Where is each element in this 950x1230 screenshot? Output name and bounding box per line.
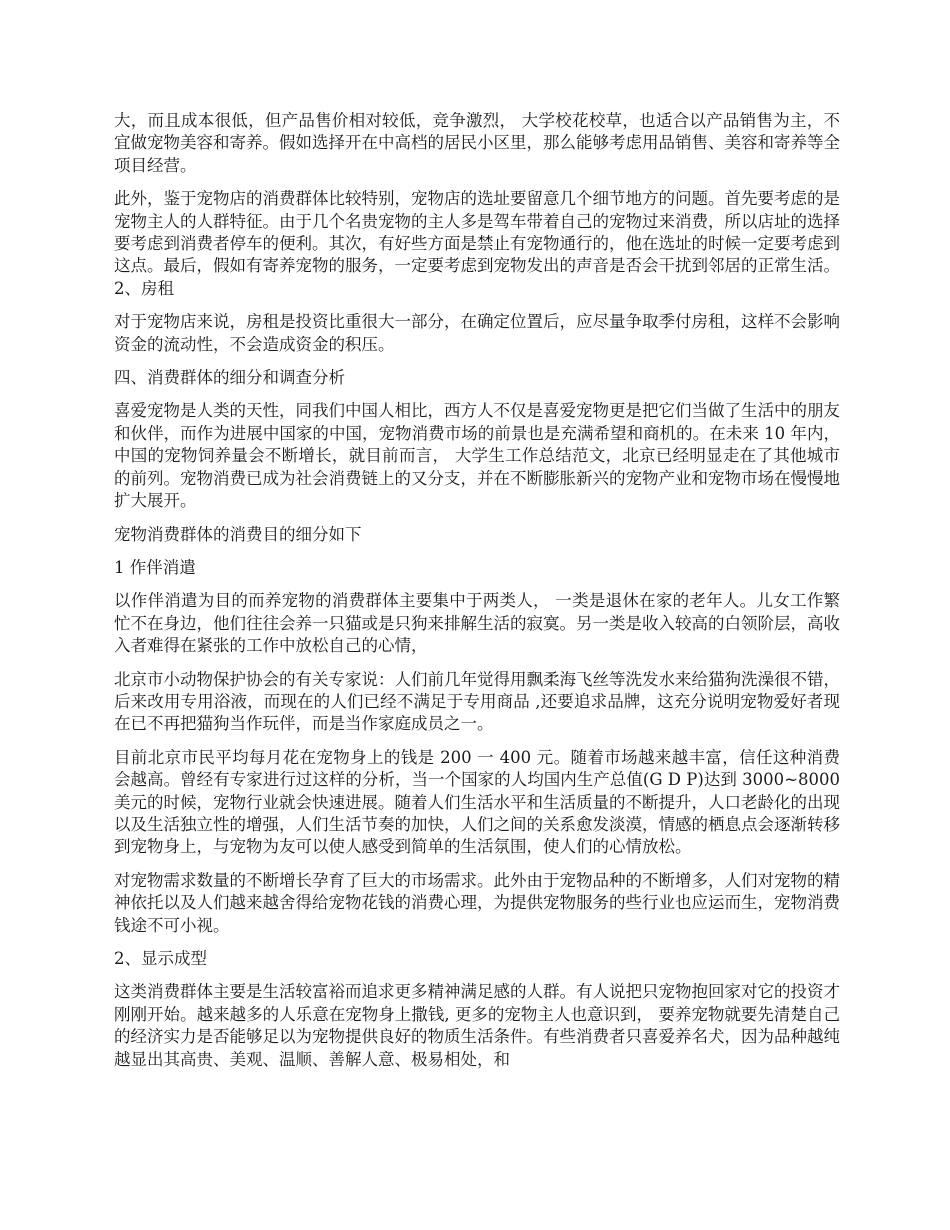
paragraph-companionship-groups: 以作伴消遣为目的而养宠物的消费群体主要集中于两类人， 一类是退休在家的老年人。儿女工作繁忙不在身边，他们往往会养一只猫或是只狗来排解生活的寂寞。另一类是收入较高的白领阶层，高收入者难得在紧张的工作中放松自己的心情， xyxy=(114,591,840,656)
paragraph-expert-quote: 北京市小动物保护协会的有关专家说：人们前几年觉得用飘柔海飞丝等洗发水来给猫狗洗澡很不错，后来改用专用浴液，而现在的人们已经不满足于专用商品 ,还要追求品牌，这充分说明宠物爱好者现在已不再把猫狗当作玩伴，而是当作家庭成员之一。 xyxy=(114,669,840,734)
paragraph-location-advice: 大，而且成本很低，但产品售价相对较低，竞争激烈， 大学校花校草，也适合以产品销售为主，不宜做宠物美容和寄养。假如选择开在中高档的居民小区里，那么能够考虑用品销售、美容和寄养等全项目经营。 xyxy=(114,111,840,175)
subheading-consumer-purpose: 宠物消费群体的消费目的细分如下 xyxy=(114,524,362,544)
document-page xyxy=(114,110,840,1082)
paragraph-wealthy-group: 这类消费群体主要是生活较富裕而追求更多精神满足感的人群。有人说把只宠物抱回家对它的投资才刚刚开始。越来越多的人乐意在宠物身上撒钱, 更多的宠物主人也意识到， 要养宠物就要先清楚自己的经济实力是否能够足以为宠物提供良好的物质生活条件。有些消费者只喜爱养名犬，因为品种越纯越显出其高贵、美观、温顺、善解人意、极易相处，和 xyxy=(114,982,840,1069)
paragraph-rent: 对于宠物店来说，房租是投资比重很大一部分，在确定位置后，应尽量争取季付房租，这样不会影响资金的流动性，不会造成资金的积压。 xyxy=(114,312,840,354)
section-heading-consumer-groups: 四、消费群体的细分和调查分析 xyxy=(114,368,345,388)
paragraph-site-details: 此外，鉴于宠物店的消费群体比较特别，宠物店的选址要留意几个细节地方的问题。首先要考虑的是宠物主人的人群特征。由于几个名贵宠物的主人多是驾车带着自己的宠物过来消费，所以店址的选择要考虑到消费者停车的便利。其次，有好些方面是禁止有宠物通行的，他在选址的时候一定要考虑到这点。最后，假如有寄养宠物的服务，一定要考虑到宠物发出的声音是否会干扰到邻居的正常生活。 2、房租 xyxy=(114,189,840,298)
subheading-display: 2、显示成型 xyxy=(114,949,207,968)
paragraph-market-demand: 对宠物需求数量的不断增长孕育了巨大的市场需求。此外由于宠物品种的不断增多，人们对宠物的精神依托以及人们越来越舍得给宠物花钱的消费心理，为提供宠物服务的些行业也应运而生，宠物消费钱途不可小视。 xyxy=(114,870,840,935)
paragraph-spending: 目前北京市民平均每月花在宠物身上的钱是 200 一 400 元。随着市场越来越丰富，信任这种消费会越高。曾经有专家进行过这样的分析，当一个国家的人均国内生产总值(G D P)达到 3000~8000 美元的时候，宠物行业就会快速进展。随着人们生活水平和生活质量的不断提升，人口老龄化的出现以及生活独立性的增强，人们生活节奏的加快，人们之间的关系愈发淡漠，情感的栖息点会逐渐转移到宠物身上，与宠物为友可以使人感受到简单的生活氛围，使人们的心情放松。 xyxy=(114,747,840,857)
paragraph-pet-nature: 喜爱宠物是人类的天性，同我们中国人相比，西方人不仅是喜爱宠物更是把它们当做了生活中的朋友和伙伴，而作为进展中国家的中国，宠物消费市场的前景也是充满希望和商机的。在未来 10 年内，中国的宠物饲养量会不断增长，就目前而言， 大学生工作总结范文，北京已经明显走在了其他城市的前列。宠物消费已成为社会消费链上的又分支，并在不断膨胀新兴的宠物产业和宠物市场在慢慢地扩大展开。 xyxy=(114,401,840,511)
subheading-companionship: 1 作伴消遣 xyxy=(114,557,196,577)
